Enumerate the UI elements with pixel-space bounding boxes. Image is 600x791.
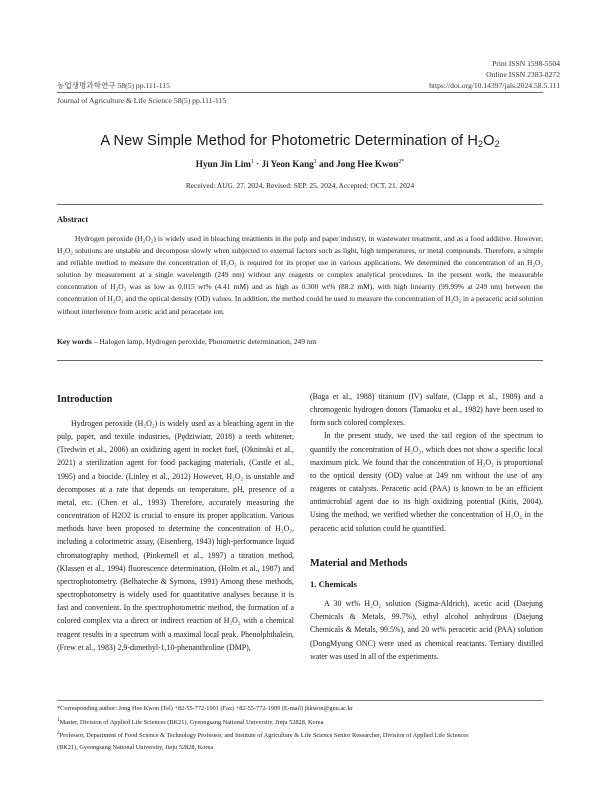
keywords: Key words – Halogen lamp, Hydrogen peroxide, Photometric determination, 249 nm (57, 337, 317, 346)
author-separator: · (256, 159, 260, 169)
methods-heading: Material and Methods (310, 557, 408, 569)
corresponding-author: *Corresponding author: Jong Hee Kwon (Tel) +82-55-772-1901 (Fax) +82-55-772-1909 (E-mail) jhkwon@gnu.ac.kr (57, 705, 353, 712)
journal-korean: 농업생명과학연구 58(5) pp.111-115 (57, 81, 170, 90)
doi-link[interactable]: https://doi.org/10.14397/jals.2024.58.5.111 (429, 81, 560, 90)
chemicals-paragraph: A 30 wt% H₂O₂ solution (Sigma-Aldrich), acetic acid (Daejung Chemicals & Metals, 99.7%), ethyl alcohol anhydrous (Daejung Chemicals & Metals, 99.5%), and 20 wt% peracetic acid (PAA) solution (DongMyung ONC) were used as chemical reactants. Tertiary distilled water was used in all of the experiments. (310, 599, 543, 661)
footnote-1: $^1$Master, Division of Applied Life Sciences (BK21), Gyeongsang National University, Jinju 52828, Korea (57, 716, 324, 726)
intro-paragraph-1-cont: (Baga et al., 1988) titanium (IV) sulfate, (Clapp et al., 1989) and a chromogenic hydrogen donors (Tamaoku et al., 1982) have been used to form such colored complexes. (310, 392, 543, 428)
print-issn: Print ISSN 1598-5504 (492, 59, 560, 68)
intro-paragraph-2: In the present study, we used the tail region of the spectrum to quantify the concentration of H₂O₂, which does not show a specific local maximum pick. We found that the concentration of H₂O₂ is proportional to the optical density (OD) value at 249 nm without the use of any reagents or catalysts. Peracetic acid (PAA) is known to be an efficient antimicrobial agent due to its high oxidizing potential (Kitis, 2004). Using the method, we verified whether the concentration of H₂O₂ in the peracetic acid solution could be quantified. (310, 431, 543, 533)
keywords-rule (57, 360, 543, 361)
intro-column (57, 417, 294, 654)
abstract-text: Hydrogen peroxide (H₂O₂) is widely used in bleaching treatments in the pulp and paper industry, in wastewater treatment, and as a food additive. However, H₂O₂ solutions are unstable and decompose slowly when subjected to external factors such as light, high temperatures, or metal compounds. Therefore, a simple and reliable method to measure the concentration of H₂O₂ is required for its proper use in various applications. We determined the concentration of an H₂O₂ solution by measurement at a single wavelength (249 nm) without any reagents or complex analytical procedures. In the present work, the measurable concentration of H₂O₂ was as low as 0.015 wt% (4.41 mM) and as high as 0.300 wt% (88.2 mM), with high linearity (99.99% at 249 nm) between the concentration of H₂O₂ and the optical density (OD) values. In addition, the method could be used to measure the concentration of H₂O₂ in a peracetic acid solution without interference from acetic acid and peracetate ion. (57, 234, 543, 316)
author-2: Ji Yeon Kang (261, 159, 314, 169)
abstract-rule (57, 204, 543, 205)
abstract-heading: Abstract (57, 215, 89, 224)
keywords-text: Halogen lamp, Hydrogen peroxide, Photometric determination, 249 nm (99, 337, 317, 346)
footnote-2-cont: (BK21), Gyeongsang National University, Jinju 52828, Korea (57, 743, 214, 751)
author-3: Jong Hee Kwon (336, 159, 399, 169)
journal-english: Journal of Agriculture & Life Science 58(5) pp.111-115 (57, 96, 227, 105)
page-title: A New Simple Method for Photometric Determination of $H_2O_2$ (100, 133, 500, 149)
submission-dates: Received: AUG. 27. 2024, Revised: SEP. 25. 2024, Accepted: OCT. 21. 2024 (185, 181, 415, 190)
footnote-rule (57, 700, 543, 701)
abstract-body (57, 233, 543, 318)
header-rule (57, 92, 543, 93)
footnotes (57, 703, 543, 754)
author-line: Hyun Jin Lim$^1$ · Ji Yeon Kang$^1$ and Jong Hee Kwon$^{2*}$ (195, 159, 405, 169)
author-1: Hyun Jin Lim (195, 159, 251, 169)
footnote-2: $^2$Professor, Department of Food Science & Technology Professor, and Institute of Agriculture & Life Science Senior Researcher, Division of Applied Life Sciences (57, 730, 469, 740)
right-column (310, 390, 543, 663)
online-issn: Online ISSN 2383-8272 (486, 70, 560, 79)
keywords-label: Key words (57, 337, 92, 346)
chemicals-subheading: 1. Chemicals (310, 578, 357, 589)
intro-heading: Introduction (57, 394, 113, 405)
issn-block (429, 58, 560, 91)
intro-paragraph-1: Hydrogen peroxide (H₂O₂) is widely used as a bleaching agent in the pulp, paper, and textile industries, (Pędziwiatr, 2018) a teeth whitener, (Tredwin et al., 2006) an oxidizing agent in rocket fuel, (Okninski et al., 2021) a sterilization agent for food packaging materials, (Castle et al., 1995) and a biocide. (Linley et al., 2012) However, H₂O₂ is unstable and decomposes at a rate that depends on temperature, pH, presence of a metal, etc. (Chen et al., 1993) Therefore, accurately measuring the concentration of H2O2 is crucial to ensure its proper application. Various methods have been proposed to determine the concentration of H₂O₂, including a colorimetric assay, (Eisenberg, 1943) high-performance liquid chromatography method, (Pinkernell et al., 1997) a titration method, (Klassen et al., 1994) fluorescence determination, (Holm et al., 1987) and spectrophotometry. (Belhateche & Symons, 1991) Among these methods, spectrophotometry is widely used for quantitative analyses because it is fast and convenient. In the spectrophotometric method, the formation of a colored complex via a direct or indirect reaction of H₂O₂ with a chemical reagent results in a spectrum with a maximal local peak. Phenolphthalein, (Frew et al., 1983) 2,9-dimethyl-1,10-phenanthroline (DMP), (57, 419, 294, 652)
